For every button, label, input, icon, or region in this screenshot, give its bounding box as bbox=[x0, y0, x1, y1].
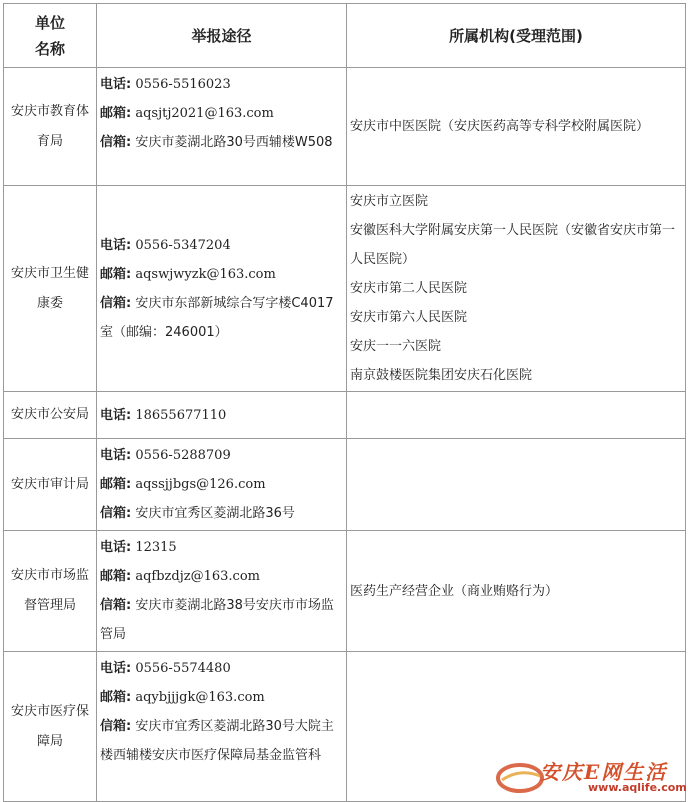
email-value: aqsjtj2021@163.com bbox=[135, 106, 274, 121]
email-label: 邮箱: bbox=[100, 569, 132, 584]
orgs-cell bbox=[347, 68, 686, 186]
org-item: 安庆市中医医院（安庆医药高等专科学校附属医院） bbox=[350, 119, 650, 134]
mail-value: 安庆市菱湖北路38号安庆市市场监管局 bbox=[100, 598, 334, 642]
email-value: aqssjjbgs@126.com bbox=[135, 477, 266, 492]
email-value: aqfbzdjz@163.com bbox=[135, 569, 260, 584]
routes-cell bbox=[97, 652, 347, 802]
email-value: aqybjjjgk@163.com bbox=[135, 690, 265, 705]
mail-value: 安庆市菱湖北路30号西辅楼W508 bbox=[135, 135, 333, 150]
mail-label: 信箱: bbox=[100, 295, 132, 311]
mail-label: 信箱: bbox=[100, 719, 132, 734]
watermark-text: 安庆E网生活 bbox=[540, 760, 668, 784]
unit-cell: 安庆市卫生健康委 bbox=[4, 186, 97, 392]
site-watermark bbox=[494, 754, 687, 798]
phone-value: 0556-5347204 bbox=[135, 237, 231, 253]
org-item: 安庆市立医院 bbox=[350, 194, 429, 209]
mail-label: 信箱: bbox=[100, 506, 132, 521]
org-item: 安徽医科大学附属安庆第一人民医院（安徽省安庆市第一人民医院） bbox=[350, 223, 676, 267]
mail-value: 安庆市宜秀区菱湖北路30号大院主楼西辅楼安庆市医疗保障局基金监管科 bbox=[100, 719, 334, 763]
phone-label: 电话: bbox=[100, 77, 132, 92]
org-item: 南京鼓楼医院集团安庆石化医院 bbox=[350, 368, 533, 383]
orgs-cell bbox=[347, 186, 686, 392]
phone-label: 电话: bbox=[100, 540, 132, 555]
phone-label: 电话: bbox=[100, 407, 132, 423]
org-item: 安庆市第二人民医院 bbox=[350, 281, 468, 296]
unit-cell: 安庆市公安局 bbox=[4, 392, 97, 439]
table-header-row bbox=[4, 4, 686, 68]
org-item: 安庆市第六人民医院 bbox=[350, 310, 468, 325]
mail-label: 信箱: bbox=[100, 135, 132, 150]
routes-cell bbox=[97, 392, 347, 439]
unit-cell: 安庆市医疗保障局 bbox=[4, 652, 97, 802]
mail-value: 安庆市东部新城综合写字楼C4017室（邮编：246001） bbox=[100, 295, 334, 340]
orgs-cell bbox=[347, 439, 686, 531]
mail-value: 安庆市宜秀区菱湖北路36号 bbox=[135, 506, 295, 521]
header-org: 所属机构(受理范围) bbox=[347, 4, 686, 68]
routes-cell bbox=[97, 439, 347, 531]
unit-cell: 安庆市审计局 bbox=[4, 439, 97, 531]
routes-cell bbox=[97, 531, 347, 652]
unit-cell: 安庆市市场监督管理局 bbox=[4, 531, 97, 652]
phone-label: 电话: bbox=[100, 448, 132, 463]
mail-label: 信箱: bbox=[100, 598, 132, 613]
routes-cell bbox=[97, 186, 347, 392]
table-row bbox=[4, 68, 686, 186]
header-route: 举报途径 bbox=[97, 4, 347, 68]
unit-cell: 安庆市教育体育局 bbox=[4, 68, 97, 186]
report-table bbox=[3, 3, 686, 802]
org-item: 安庆一一六医院 bbox=[350, 339, 442, 354]
email-label: 邮箱: bbox=[100, 690, 132, 705]
routes-cell bbox=[97, 68, 347, 186]
phone-label: 电话: bbox=[100, 661, 132, 676]
orgs-cell bbox=[347, 392, 686, 439]
phone-value: 0556-5516023 bbox=[135, 77, 231, 92]
org-item: 医药生产经营企业（商业贿赂行为） bbox=[350, 583, 559, 599]
phone-value: 0556-5574480 bbox=[135, 661, 231, 676]
email-value: aqswjwyzk@163.com bbox=[135, 266, 276, 282]
phone-value: 12315 bbox=[135, 540, 177, 555]
header-unit: 单位 名称 bbox=[4, 4, 97, 68]
watermark-url: www.aqlife.com bbox=[588, 781, 687, 794]
email-label: 邮箱: bbox=[100, 477, 132, 492]
table-row bbox=[4, 531, 686, 652]
phone-label: 电话: bbox=[100, 237, 132, 253]
orgs-cell bbox=[347, 531, 686, 652]
phone-value: 18655677110 bbox=[135, 407, 227, 423]
phone-value: 0556-5288709 bbox=[135, 448, 231, 463]
email-label: 邮箱: bbox=[100, 106, 132, 121]
table-row bbox=[4, 186, 686, 392]
email-label: 邮箱: bbox=[100, 266, 132, 282]
table-row bbox=[4, 439, 686, 531]
table-row bbox=[4, 392, 686, 439]
